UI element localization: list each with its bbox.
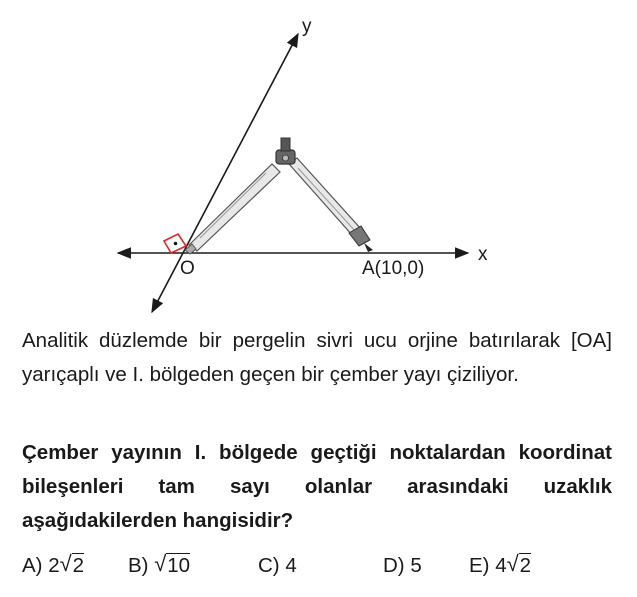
option-d[interactable] xyxy=(383,554,422,578)
option-e[interactable] xyxy=(469,551,532,578)
option-letter: A) xyxy=(22,554,43,577)
origin-label: O xyxy=(180,258,195,279)
x-axis-label: x xyxy=(478,244,488,265)
option-c[interactable] xyxy=(258,554,297,578)
option-b[interactable] xyxy=(128,551,191,578)
sqrt-sign: √ 2 xyxy=(506,551,532,577)
option-value: 5 xyxy=(410,554,422,577)
right-angle-dot xyxy=(174,242,178,246)
question-text: Çember yayının I. bölgede geçtiği noktalardan koordinat bileşenleri tam sayı olanlar arasındaki uzaklık aşağıdakilerden hangisidir? xyxy=(22,441,612,532)
sqrt-sign: √ 2 xyxy=(59,551,85,577)
y-axis-label: y xyxy=(302,16,312,37)
option-radicand: 2 xyxy=(519,554,532,577)
option-radicand: 2 xyxy=(72,554,85,577)
option-radicand: 10 xyxy=(167,554,191,577)
option-coefficient: 4 xyxy=(495,554,507,577)
option-letter: D) xyxy=(383,554,405,577)
option-coefficient: 2 xyxy=(48,554,60,577)
option-letter: C) xyxy=(258,554,280,577)
option-value: 4 xyxy=(285,554,297,577)
option-letter: E) xyxy=(469,554,490,577)
option-a[interactable] xyxy=(22,551,85,578)
problem-statement: Analitik düzlemde bir pergelin sivri ucu orjine batırılarak [OA] yarıçaplı ve I. bölgeden geçen bir çember yayı çiziliyor. xyxy=(22,329,612,386)
option-letter: B) xyxy=(128,554,149,577)
point-a-label: A(10,0) xyxy=(362,258,425,279)
sqrt-sign: √ 10 xyxy=(154,551,191,577)
answer-options xyxy=(0,551,637,588)
